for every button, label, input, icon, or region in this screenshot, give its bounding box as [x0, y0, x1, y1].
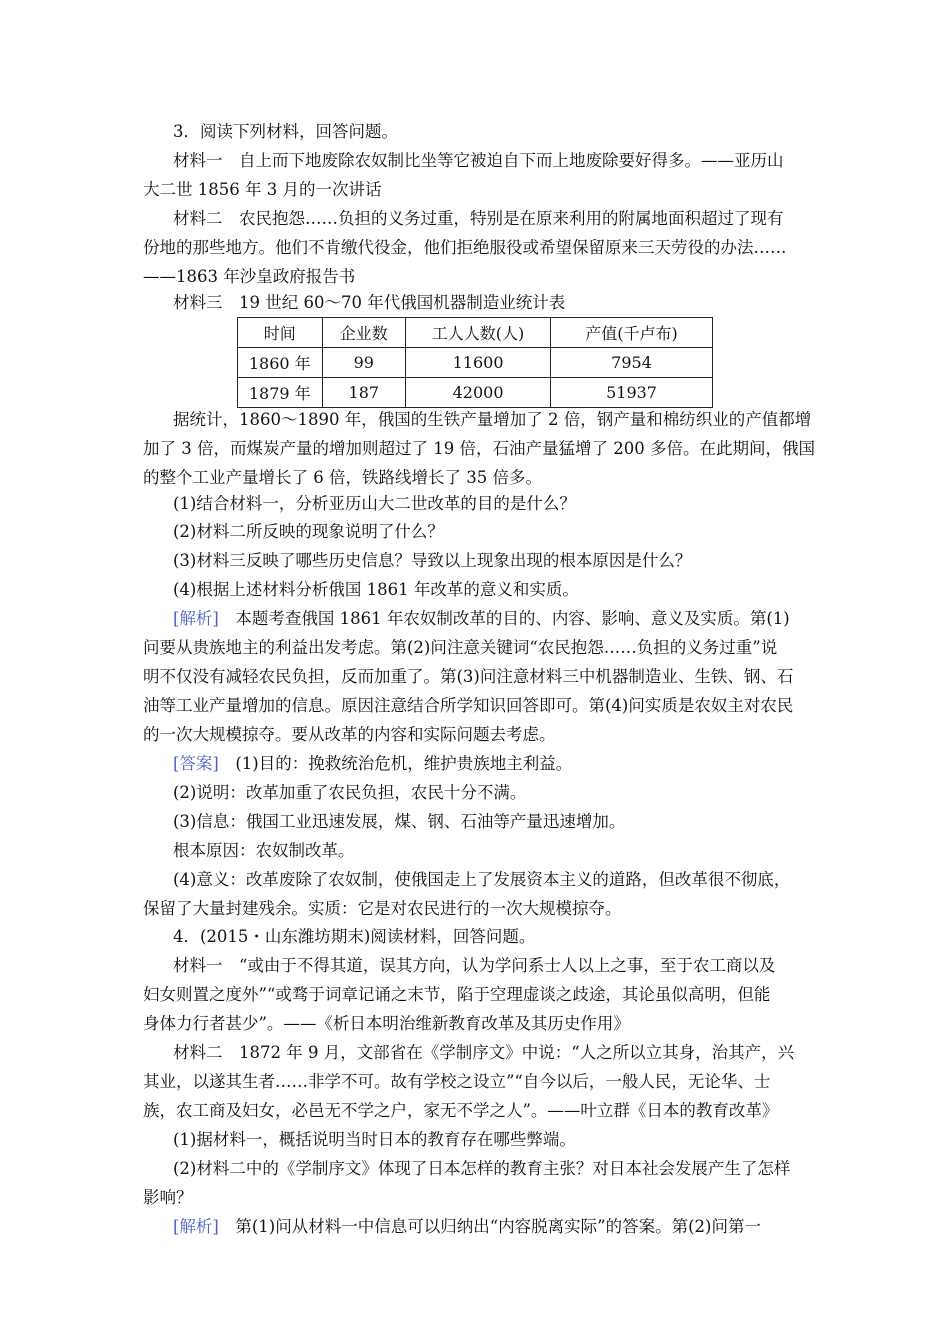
q4-question: (2)材料二中的《学制序文》体现了日本怎样的教育主张？对日本社会发展产生了怎样: [173, 1159, 791, 1178]
table-header-cell: 企业数: [322, 318, 405, 348]
q4-title: 4．(2015・山东潍坊期末)阅读材料，回答问题。: [173, 927, 536, 946]
q3-question: (1)结合材料一，分析亚历山大二世改革的目的是什么？: [173, 494, 576, 513]
q3-analysis-line: 问要从贵族地主的利益出发考虑。第(2)问注意关键词“农民抱怨……负担的义务过重”说: [143, 638, 778, 657]
q4-material1-line: 妇女则置之度外”“或骛于词章记诵之末节，陷于空理虚谈之歧途，其论虽似高明，但能: [143, 985, 771, 1004]
q3-stats-line: 据统计，1860～1890 年，俄国的生铁产量增加了 2 倍，钢产量和棉纺织业的产值都增: [173, 410, 812, 429]
q3-answer-line: (2)说明：改革加重了农民负担，农民十分不满。: [173, 783, 527, 802]
table-cell: 11600: [406, 348, 551, 378]
q3-question: (4)根据上述材料分析俄国 1861 年改革的意义和实质。: [173, 580, 579, 599]
table-cell: 51937: [551, 378, 713, 408]
analysis-tag: [解析]: [173, 1217, 219, 1236]
q3-analysis-line: 明不仅没有减轻农民负担，反而加重了。第(3)问注意材料三中机器制造业、生铁、钢、石: [143, 667, 794, 686]
q3-material1-line: 大二世 1856 年 3 月的一次讲话: [143, 180, 382, 199]
q3-answer-line: 根本原因：农奴制改革。: [173, 841, 355, 860]
q3-stats-line: 加了 3 倍，而煤炭产量的增加则超过了 19 倍，石油产量猛增了 200 多倍。在此期间，俄国: [143, 439, 815, 458]
q3-analysis-line: [173, 609, 790, 629]
q4-material1-line: 材料一 “或由于不得其道，误其方向，认为学问系士人以上之事，至于农工商以及: [173, 956, 776, 975]
table-cell: 187: [322, 378, 405, 408]
q4-material2-line: 族，农工商及妇女，必邑无不学之户，家无不学之人”。——叶立群《日本的教育改革》: [143, 1101, 779, 1120]
answer-text: (1)目的：挽救统治危机，维护贵族地主利益。: [218, 754, 573, 773]
q3-title: 3．阅读下列材料，回答问题。: [173, 122, 398, 141]
machine-industry-table: [237, 317, 713, 408]
q4-material2-line: 其业，以遂其生者……非学不可。故有学校之设立”“自今以后，一般人民，无论华、士: [143, 1072, 771, 1091]
q4-material1-line: 身体力行者甚少”。——《析日本明治维新教育改革及其历史作用》: [143, 1014, 630, 1033]
analysis-text: 第(1)问从材料一中信息可以归纳出“内容脱离实际”的答案。第(2)问第一: [218, 1217, 761, 1236]
q4-question: 影响？: [143, 1188, 193, 1207]
q3-material2-line: ——1863 年沙皇政府报告书: [143, 267, 356, 286]
q4-analysis-line: [173, 1217, 761, 1237]
table-row: [238, 378, 713, 408]
q3-stats-line: 的整个工业产量增长了 6 倍，铁路线增长了 35 倍多。: [143, 468, 542, 487]
q3-material3-title: 材料三 19 世纪 60～70 年代俄国机器制造业统计表: [173, 293, 566, 312]
table-cell: 1860 年: [238, 348, 323, 378]
q3-answer-line: (3)信息：俄国工业迅速发展，煤、钢、石油等产量迅速增加。: [173, 812, 626, 831]
table-header-cell: 时间: [238, 318, 323, 348]
q4-question: (1)据材料一，概括说明当时日本的教育存在哪些弊端。: [173, 1130, 576, 1149]
analysis-text: 本题考查俄国 1861 年农奴制改革的目的、内容、影响、意义及实质。第(1): [218, 609, 790, 628]
table-cell: 99: [322, 348, 405, 378]
table-cell: 42000: [406, 378, 551, 408]
table-header-cell: 工人人数(人): [406, 318, 551, 348]
q3-material2-line: 材料二 农民抱怨……负担的义务过重，特别是在原来利用的附属地面积超过了现有: [173, 209, 784, 228]
q3-analysis-line: 的一次大规模掠夺。要从改革的内容和实际问题去考虑。: [143, 725, 556, 744]
q3-question: (3)材料三反映了哪些历史信息？导致以上现象出现的根本原因是什么？: [173, 551, 692, 570]
answer-tag: [答案]: [173, 754, 219, 773]
table-cell: 7954: [551, 348, 713, 378]
q3-answer-line: [173, 754, 572, 774]
q3-material2-line: 份地的那些地方。他们不肯缴代役金，他们拒绝服役或希望保留原来三天劳役的办法……: [143, 238, 787, 257]
q3-answer-line: (4)意义：改革废除了农奴制，使俄国走上了发展资本主义的道路，但改革很不彻底，: [173, 870, 791, 889]
q3-analysis-line: 油等工业产量增加的信息。原因注意结合所学知识回答即可。第(4)问实质是农奴主对农民: [143, 696, 794, 715]
q4-material2-line: 材料二 1872 年 9 月，文部省在《学制序文》中说：“人之所以立其身，治其产，兴: [173, 1043, 795, 1062]
table-row: [238, 348, 713, 378]
table-header-row: [238, 318, 713, 348]
table-cell: 1879 年: [238, 378, 323, 408]
q3-material1-line: 材料一 自上而下地废除农奴制比坐等它被迫自下而上地废除要好得多。——亚历山: [173, 151, 784, 170]
q3-answer-line: 保留了大量封建残余。实质：它是对农民进行的一次大规模掠夺。: [143, 899, 622, 918]
analysis-tag: [解析]: [173, 609, 219, 628]
q3-question: (2)材料二所反映的现象说明了什么？: [173, 522, 444, 541]
table-header-cell: 产值(千卢布): [551, 318, 713, 348]
